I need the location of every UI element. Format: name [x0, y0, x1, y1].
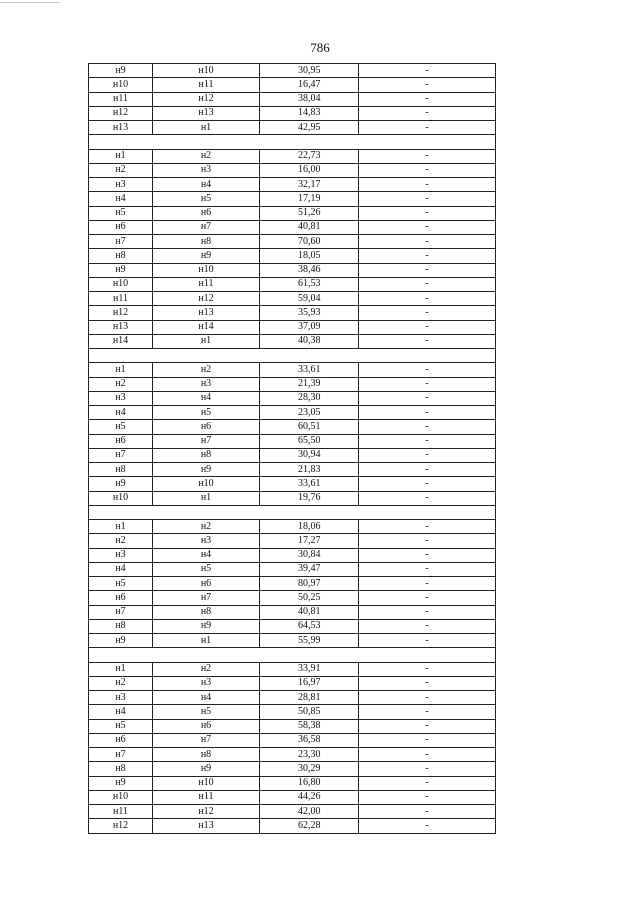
note-cell: - [359, 662, 496, 676]
table-row [89, 705, 496, 719]
length-cell: 50,85 [260, 705, 359, 719]
length-cell: 39,47 [260, 562, 359, 576]
note-cell: - [359, 78, 496, 92]
from-point-cell: н1 [89, 662, 153, 676]
note-cell: - [359, 520, 496, 534]
length-cell: 65,50 [260, 434, 359, 448]
boundary-segments-table-wrapper [88, 63, 495, 834]
length-cell: 40,81 [260, 605, 359, 619]
note-cell: - [359, 491, 496, 505]
to-point-cell: н12 [153, 805, 260, 819]
from-point-cell: н3 [89, 178, 153, 192]
to-point-cell: н6 [153, 206, 260, 220]
note-cell: - [359, 306, 496, 320]
scan-artifact-top [0, 2, 60, 3]
to-point-cell: н8 [153, 605, 260, 619]
to-point-cell: н5 [153, 406, 260, 420]
from-point-cell: н14 [89, 334, 153, 348]
note-cell: - [359, 64, 496, 78]
from-point-cell: н7 [89, 605, 153, 619]
to-point-cell: н4 [153, 548, 260, 562]
table-row [89, 662, 496, 676]
table-row [89, 406, 496, 420]
from-point-cell: н2 [89, 163, 153, 177]
table-row [89, 306, 496, 320]
from-point-cell: н4 [89, 562, 153, 576]
note-cell: - [359, 178, 496, 192]
table-row [89, 562, 496, 576]
note-cell: - [359, 733, 496, 747]
note-cell: - [359, 762, 496, 776]
table-row [89, 634, 496, 648]
from-point-cell: н9 [89, 776, 153, 790]
length-cell: 51,26 [260, 206, 359, 220]
note-cell: - [359, 434, 496, 448]
to-point-cell: н5 [153, 192, 260, 206]
length-cell: 14,83 [260, 106, 359, 120]
length-cell: 16,80 [260, 776, 359, 790]
to-point-cell: н5 [153, 562, 260, 576]
length-cell: 36,58 [260, 733, 359, 747]
length-cell: 64,53 [260, 619, 359, 633]
from-point-cell: н2 [89, 676, 153, 690]
to-point-cell: н3 [153, 377, 260, 391]
table-row [89, 448, 496, 462]
to-point-cell: н11 [153, 78, 260, 92]
from-point-cell: н7 [89, 748, 153, 762]
length-cell: 80,97 [260, 577, 359, 591]
from-point-cell: н1 [89, 149, 153, 163]
table-row [89, 477, 496, 491]
table-row [89, 520, 496, 534]
length-cell: 44,26 [260, 790, 359, 804]
from-point-cell: н7 [89, 235, 153, 249]
note-cell: - [359, 776, 496, 790]
note-cell: - [359, 206, 496, 220]
length-cell: 50,25 [260, 591, 359, 605]
note-cell: - [359, 562, 496, 576]
table-row [89, 220, 496, 234]
table-row [89, 434, 496, 448]
table-row [89, 534, 496, 548]
from-point-cell: н10 [89, 277, 153, 291]
table-row [89, 420, 496, 434]
table-row [89, 206, 496, 220]
length-cell: 17,27 [260, 534, 359, 548]
note-cell: - [359, 477, 496, 491]
to-point-cell: н6 [153, 577, 260, 591]
table-row [89, 491, 496, 505]
to-point-cell: н4 [153, 691, 260, 705]
length-cell: 59,04 [260, 292, 359, 306]
to-point-cell: н7 [153, 434, 260, 448]
group-separator-row [89, 135, 496, 149]
length-cell: 60,51 [260, 420, 359, 434]
length-cell: 61,53 [260, 277, 359, 291]
from-point-cell: н5 [89, 420, 153, 434]
from-point-cell: н3 [89, 391, 153, 405]
note-cell: - [359, 406, 496, 420]
table-row [89, 676, 496, 690]
table-row [89, 790, 496, 804]
from-point-cell: н11 [89, 292, 153, 306]
table-row [89, 591, 496, 605]
to-point-cell: н11 [153, 277, 260, 291]
to-point-cell: н2 [153, 363, 260, 377]
table-row [89, 548, 496, 562]
length-cell: 21,39 [260, 377, 359, 391]
note-cell: - [359, 92, 496, 106]
length-cell: 42,00 [260, 805, 359, 819]
from-point-cell: н9 [89, 64, 153, 78]
note-cell: - [359, 719, 496, 733]
note-cell: - [359, 463, 496, 477]
length-cell: 28,81 [260, 691, 359, 705]
table-row [89, 92, 496, 106]
table-row [89, 619, 496, 633]
to-point-cell: н3 [153, 676, 260, 690]
from-point-cell: н2 [89, 377, 153, 391]
from-point-cell: н6 [89, 733, 153, 747]
note-cell: - [359, 377, 496, 391]
table-row [89, 363, 496, 377]
note-cell: - [359, 163, 496, 177]
length-cell: 30,84 [260, 548, 359, 562]
to-point-cell: н13 [153, 306, 260, 320]
group-separator-row [89, 648, 496, 662]
from-point-cell: н13 [89, 320, 153, 334]
table-row [89, 733, 496, 747]
note-cell: - [359, 548, 496, 562]
note-cell: - [359, 805, 496, 819]
to-point-cell: н3 [153, 534, 260, 548]
note-cell: - [359, 334, 496, 348]
note-cell: - [359, 819, 496, 833]
to-point-cell: н7 [153, 733, 260, 747]
note-cell: - [359, 577, 496, 591]
table-row [89, 334, 496, 348]
note-cell: - [359, 534, 496, 548]
to-point-cell: н7 [153, 220, 260, 234]
from-point-cell: н13 [89, 121, 153, 135]
table-row [89, 121, 496, 135]
table-row [89, 78, 496, 92]
from-point-cell: н8 [89, 463, 153, 477]
table-row [89, 577, 496, 591]
to-point-cell: н3 [153, 163, 260, 177]
from-point-cell: н10 [89, 491, 153, 505]
group-separator-row [89, 349, 496, 363]
table-row [89, 691, 496, 705]
from-point-cell: н9 [89, 634, 153, 648]
note-cell: - [359, 591, 496, 605]
to-point-cell: н1 [153, 334, 260, 348]
note-cell: - [359, 363, 496, 377]
to-point-cell: н13 [153, 819, 260, 833]
note-cell: - [359, 149, 496, 163]
length-cell: 58,38 [260, 719, 359, 733]
from-point-cell: н8 [89, 619, 153, 633]
from-point-cell: н6 [89, 220, 153, 234]
to-point-cell: н12 [153, 292, 260, 306]
from-point-cell: н4 [89, 192, 153, 206]
note-cell: - [359, 249, 496, 263]
from-point-cell: н3 [89, 548, 153, 562]
group-separator-cell [89, 648, 496, 662]
to-point-cell: н10 [153, 776, 260, 790]
to-point-cell: н1 [153, 121, 260, 135]
to-point-cell: н10 [153, 263, 260, 277]
from-point-cell: н4 [89, 705, 153, 719]
length-cell: 19,76 [260, 491, 359, 505]
from-point-cell: н4 [89, 406, 153, 420]
from-point-cell: н7 [89, 448, 153, 462]
to-point-cell: н2 [153, 149, 260, 163]
note-cell: - [359, 448, 496, 462]
note-cell: - [359, 220, 496, 234]
table-row [89, 805, 496, 819]
length-cell: 16,97 [260, 676, 359, 690]
note-cell: - [359, 391, 496, 405]
note-cell: - [359, 705, 496, 719]
note-cell: - [359, 790, 496, 804]
length-cell: 33,91 [260, 662, 359, 676]
table-row [89, 235, 496, 249]
length-cell: 30,29 [260, 762, 359, 776]
table-row [89, 263, 496, 277]
length-cell: 42,95 [260, 121, 359, 135]
from-point-cell: н12 [89, 106, 153, 120]
length-cell: 28,30 [260, 391, 359, 405]
table-row [89, 249, 496, 263]
length-cell: 38,46 [260, 263, 359, 277]
to-point-cell: н10 [153, 477, 260, 491]
note-cell: - [359, 192, 496, 206]
from-point-cell: н6 [89, 591, 153, 605]
to-point-cell: н13 [153, 106, 260, 120]
to-point-cell: н10 [153, 64, 260, 78]
table-row [89, 377, 496, 391]
length-cell: 40,81 [260, 220, 359, 234]
length-cell: 18,06 [260, 520, 359, 534]
from-point-cell: н12 [89, 306, 153, 320]
from-point-cell: н5 [89, 719, 153, 733]
page-number: 786 [310, 40, 330, 55]
from-point-cell: н1 [89, 520, 153, 534]
length-cell: 23,05 [260, 406, 359, 420]
table-row [89, 762, 496, 776]
length-cell: 30,95 [260, 64, 359, 78]
from-point-cell: н9 [89, 477, 153, 491]
group-separator-cell [89, 135, 496, 149]
note-cell: - [359, 235, 496, 249]
to-point-cell: н5 [153, 705, 260, 719]
from-point-cell: н6 [89, 434, 153, 448]
table-row [89, 320, 496, 334]
length-cell: 40,38 [260, 334, 359, 348]
table-row [89, 106, 496, 120]
length-cell: 70,60 [260, 235, 359, 249]
table-row [89, 277, 496, 291]
boundary-segments-table [88, 63, 496, 834]
table-row [89, 178, 496, 192]
to-point-cell: н9 [153, 249, 260, 263]
to-point-cell: н2 [153, 662, 260, 676]
table-row [89, 64, 496, 78]
length-cell: 17,19 [260, 192, 359, 206]
table-row [89, 292, 496, 306]
from-point-cell: н1 [89, 363, 153, 377]
length-cell: 38,04 [260, 92, 359, 106]
length-cell: 18,05 [260, 249, 359, 263]
note-cell: - [359, 634, 496, 648]
table-row [89, 776, 496, 790]
to-point-cell: н14 [153, 320, 260, 334]
to-point-cell: н9 [153, 463, 260, 477]
length-cell: 55,99 [260, 634, 359, 648]
from-point-cell: н9 [89, 263, 153, 277]
to-point-cell: н7 [153, 591, 260, 605]
to-point-cell: н9 [153, 619, 260, 633]
length-cell: 16,47 [260, 78, 359, 92]
note-cell: - [359, 619, 496, 633]
to-point-cell: н8 [153, 235, 260, 249]
table-body [89, 64, 496, 834]
from-point-cell: н3 [89, 691, 153, 705]
note-cell: - [359, 263, 496, 277]
to-point-cell: н9 [153, 762, 260, 776]
table-row [89, 819, 496, 833]
table-row [89, 149, 496, 163]
from-point-cell: н2 [89, 534, 153, 548]
length-cell: 35,93 [260, 306, 359, 320]
length-cell: 37,09 [260, 320, 359, 334]
note-cell: - [359, 320, 496, 334]
from-point-cell: н8 [89, 762, 153, 776]
from-point-cell: н10 [89, 790, 153, 804]
length-cell: 23,30 [260, 748, 359, 762]
to-point-cell: н4 [153, 391, 260, 405]
from-point-cell: н10 [89, 78, 153, 92]
group-separator-cell [89, 505, 496, 519]
note-cell: - [359, 277, 496, 291]
note-cell: - [359, 292, 496, 306]
to-point-cell: н6 [153, 420, 260, 434]
table-row [89, 605, 496, 619]
length-cell: 33,61 [260, 477, 359, 491]
table-row [89, 463, 496, 477]
to-point-cell: н1 [153, 634, 260, 648]
length-cell: 21,83 [260, 463, 359, 477]
length-cell: 33,61 [260, 363, 359, 377]
to-point-cell: н6 [153, 719, 260, 733]
note-cell: - [359, 121, 496, 135]
to-point-cell: н8 [153, 748, 260, 762]
note-cell: - [359, 106, 496, 120]
length-cell: 32,17 [260, 178, 359, 192]
note-cell: - [359, 748, 496, 762]
to-point-cell: н11 [153, 790, 260, 804]
from-point-cell: н11 [89, 92, 153, 106]
table-row [89, 748, 496, 762]
note-cell: - [359, 676, 496, 690]
to-point-cell: н12 [153, 92, 260, 106]
from-point-cell: н8 [89, 249, 153, 263]
from-point-cell: н11 [89, 805, 153, 819]
group-separator-row [89, 505, 496, 519]
table-row [89, 391, 496, 405]
table-row [89, 163, 496, 177]
length-cell: 16,00 [260, 163, 359, 177]
length-cell: 62,28 [260, 819, 359, 833]
note-cell: - [359, 605, 496, 619]
to-point-cell: н8 [153, 448, 260, 462]
note-cell: - [359, 691, 496, 705]
to-point-cell: н1 [153, 491, 260, 505]
from-point-cell: н12 [89, 819, 153, 833]
from-point-cell: н5 [89, 577, 153, 591]
length-cell: 22,73 [260, 149, 359, 163]
from-point-cell: н5 [89, 206, 153, 220]
length-cell: 30,94 [260, 448, 359, 462]
group-separator-cell [89, 349, 496, 363]
to-point-cell: н4 [153, 178, 260, 192]
note-cell: - [359, 420, 496, 434]
table-row [89, 719, 496, 733]
to-point-cell: н2 [153, 520, 260, 534]
table-row [89, 192, 496, 206]
